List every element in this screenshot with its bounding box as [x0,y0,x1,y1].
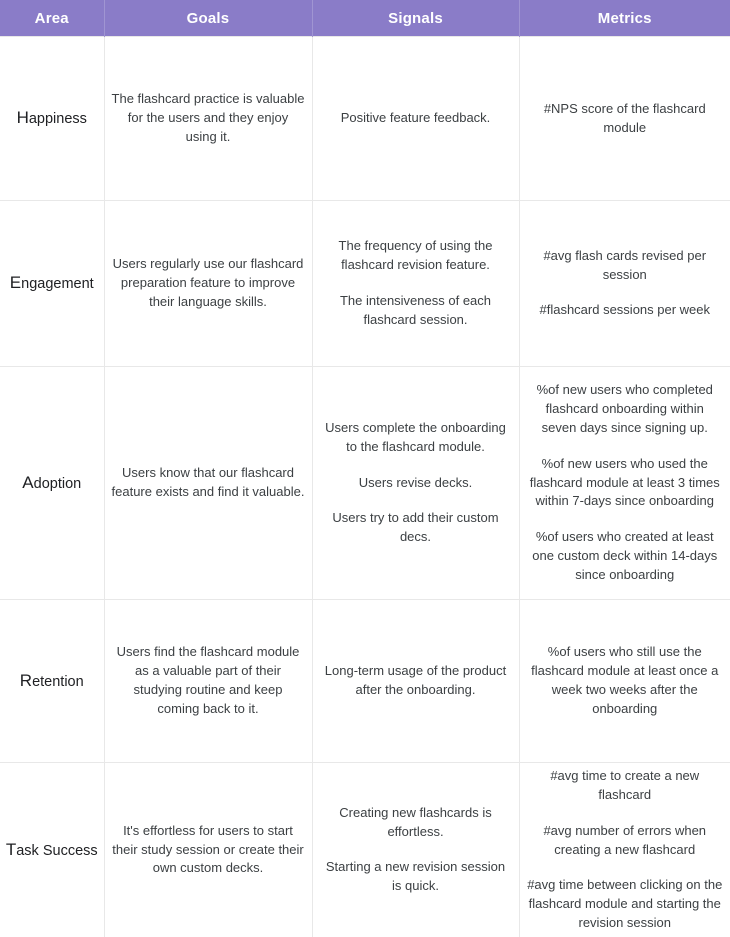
table-body [0,37,730,937]
area-rest: appiness [28,111,87,128]
metric-text: #flashcard sessions per week [539,302,711,318]
table-row [0,201,730,367]
goal-text: Users regularly use our flashcard preparation feature to improve their language skills. [112,256,304,309]
header-row [0,0,730,37]
area-label-task-success [0,763,104,937]
goal-text: The flashcard practice is valuable for the users and they enjoy using it. [111,91,305,144]
goals-cell [104,37,312,201]
metric-text: %of new users who used the flashcard module at least 3 times within 7-days since onboarding [529,455,720,509]
signal-text: Creating new flashcards is effortless. [339,804,492,839]
area-rest: ask Success [16,842,98,859]
table-row [0,367,730,600]
goal-text: It's effortless for users to start their study session or create their own custom decks. [112,822,304,876]
signals-cell [312,367,519,600]
goals-cell [104,763,312,937]
metric-text: #avg time between clicking on the flashcard module and starting the revision session [527,877,723,931]
signals-cell [312,600,519,763]
area-initial: A [22,472,34,492]
table-header [0,0,730,37]
area-initial: E [9,273,22,293]
metric-text: #NPS score of the flashcard module [543,100,706,135]
table-row [0,763,730,937]
signal-text: The intensiveness of each flashcard session. [339,293,492,327]
signals-cell [312,37,519,201]
area-label-engagement [0,201,104,367]
metrics-cell [519,763,730,937]
table-row [0,37,730,201]
area-initial: R [19,670,33,690]
signal-text: Positive feature feedback. [340,110,491,126]
signal-text: Starting a new revision session is quick. [325,859,506,894]
signal-text: Users revise decks. [358,474,473,490]
metric-text: %of users who created at least one custom deck within 14-days since onboarding [532,529,718,582]
metric-text: %of users who still use the flashcard module at least once a week two weeks after the onboarding [531,644,719,716]
area-label-adoption [0,367,104,600]
area-initial: H [16,108,29,128]
metrics-cell [519,201,730,367]
goals-cell [104,600,312,763]
area-rest: etention [32,673,84,690]
goals-cell [104,201,312,367]
signals-cell [312,763,519,937]
column-header-metrics: Metrics [519,0,730,37]
column-header-signals: Signals [312,0,519,37]
area-rest: ngagement [21,276,94,293]
signal-text: Users try to add their custom decs. [332,510,499,545]
area-label-retention [0,600,104,763]
metrics-cell [519,37,730,201]
column-header-area: Area [0,0,104,37]
metric-text: #avg number of errors when creating a new flashcard [543,822,707,857]
signals-cell [312,201,519,367]
signal-text: The frequency of using the flashcard revision feature. [338,238,493,273]
area-initial: T [5,839,17,859]
signal-text: Long-term usage of the product after the onboarding. [324,663,507,697]
column-header-goals: Goals [104,0,312,37]
metrics-cell [519,367,730,600]
goal-text: Users know that our flashcard feature exists and find it valuable. [111,465,305,499]
metric-text: #avg flash cards revised per session [543,247,707,282]
metrics-cell [519,600,730,763]
metric-text: %of new users who completed flashcard onboarding within seven days since signing up. [536,382,713,435]
metric-text: #avg time to create a new flashcard [550,768,700,802]
table-row [0,600,730,763]
area-rest: doption [33,475,82,492]
goals-cell [104,367,312,600]
area-label-happiness [0,37,104,201]
goal-text: Users find the flashcard module as a valuable part of their studying routine and keep coming back to it. [116,644,300,716]
signal-text: Users complete the onboarding to the flashcard module. [325,419,506,454]
